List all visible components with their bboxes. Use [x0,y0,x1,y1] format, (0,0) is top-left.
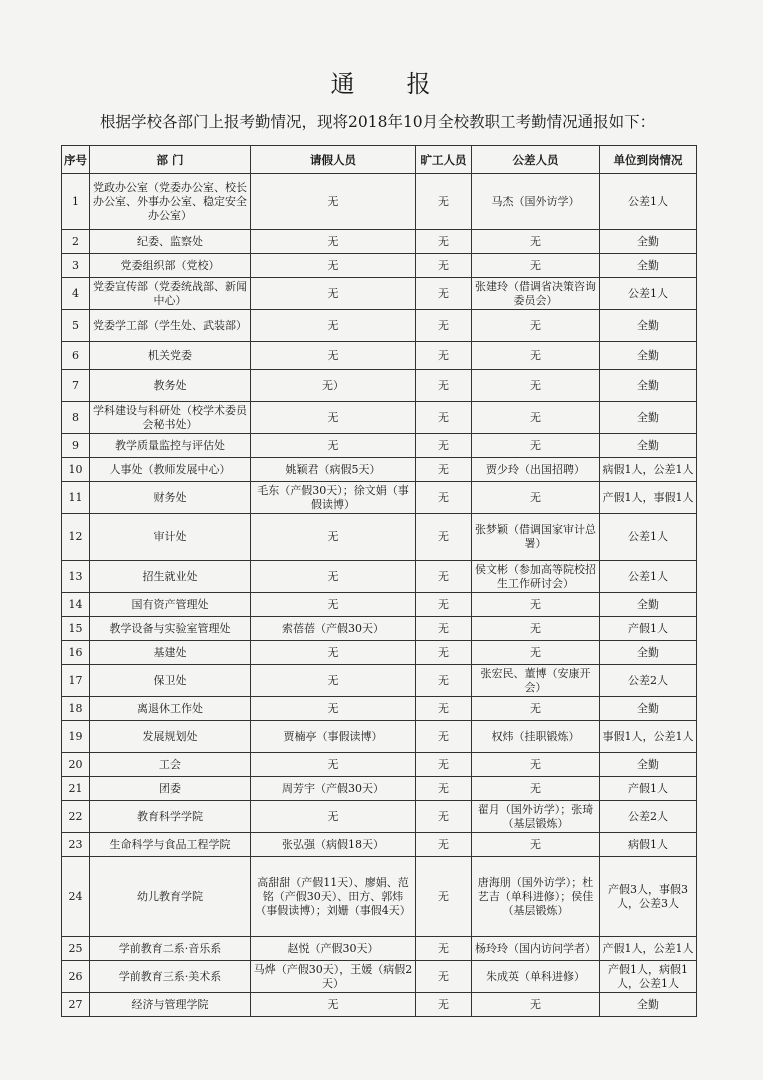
row-index: 27 [62,993,90,1017]
table-row [62,370,697,402]
row-department: 财务处 [90,482,251,514]
header-business-trip: 公差人员 [472,146,600,174]
row-index: 6 [62,342,90,370]
row-index: 13 [62,561,90,593]
row-department: 党委宣传部（党委统战部、新闻中心） [90,278,251,310]
row-status: 全勤 [600,993,697,1017]
row-department: 教学设备与实验室管理处 [90,617,251,641]
row-business-trip: 无 [472,230,600,254]
table-row [62,961,697,993]
row-index: 8 [62,402,90,434]
table-row [62,342,697,370]
row-status: 产假1人，事假1人 [600,482,697,514]
row-status: 事假1人，公差1人 [600,721,697,753]
row-status: 产假1人 [600,617,697,641]
row-index: 24 [62,857,90,937]
row-index: 1 [62,174,90,230]
row-leave: 高甜甜（产假11天）、廖娟、范铭（产假30天）、田方、郭炜（事假读博）；刘姗（事假4天） [251,857,416,937]
row-index: 23 [62,833,90,857]
row-status: 公差1人 [600,278,697,310]
row-leave: 无 [251,561,416,593]
row-department: 保卫处 [90,665,251,697]
row-department: 党委学工部（学生处、武装部） [90,310,251,342]
table-row [62,593,697,617]
row-business-trip: 无 [472,434,600,458]
row-absent: 无 [416,753,472,777]
row-department: 招生就业处 [90,561,251,593]
row-status: 产假3人，事假3人，公差3人 [600,857,697,937]
row-status: 公差2人 [600,801,697,833]
row-leave: 张弘强（病假18天） [251,833,416,857]
table-row [62,753,697,777]
header-status: 单位到岗情况 [600,146,697,174]
row-leave: 无 [251,993,416,1017]
row-absent: 无 [416,514,472,561]
row-business-trip: 唐海朋（国外访学）；杜艺吉（单科进修）；侯佳（基层锻炼） [472,857,600,937]
row-leave: 无 [251,801,416,833]
table-row [62,993,697,1017]
row-absent: 无 [416,342,472,370]
row-department: 机关党委 [90,342,251,370]
header-index: 序号 [62,146,90,174]
intro-text: 根据学校各部门上报考勤情况，现将2018年10月全校教职工考勤情况通报如下： [100,113,656,131]
table-row [62,777,697,801]
row-business-trip: 翟月（国外访学）；张琦（基层锻炼） [472,801,600,833]
row-status: 全勤 [600,230,697,254]
row-leave: 索蓓蓓（产假30天） [251,617,416,641]
row-department: 经济与管理学院 [90,993,251,1017]
row-business-trip: 无 [472,753,600,777]
row-leave: 无 [251,254,416,278]
row-absent: 无 [416,721,472,753]
row-leave: 无 [251,174,416,230]
attendance-table [61,145,697,1017]
row-department: 纪委、监察处 [90,230,251,254]
row-absent: 无 [416,434,472,458]
row-absent: 无 [416,697,472,721]
row-department: 工会 [90,753,251,777]
table-row [62,254,697,278]
table-row [62,641,697,665]
row-index: 19 [62,721,90,753]
row-index: 7 [62,370,90,402]
row-leave: 无 [251,310,416,342]
row-status: 产假1人，公差1人 [600,937,697,961]
row-status: 产假1人 [600,777,697,801]
row-absent: 无 [416,174,472,230]
row-status: 全勤 [600,254,697,278]
title-char-2: 报 [406,70,433,98]
row-leave: 周芳宇（产假30天） [251,777,416,801]
row-status: 公差1人 [600,174,697,230]
row-index: 10 [62,458,90,482]
row-leave: 无 [251,665,416,697]
row-leave: 无 [251,697,416,721]
row-index: 15 [62,617,90,641]
row-department: 教育科学学院 [90,801,251,833]
row-leave: 无 [251,753,416,777]
row-index: 14 [62,593,90,617]
row-leave: 无 [251,593,416,617]
row-leave: 无 [251,514,416,561]
table-header-row [62,146,697,174]
header-leave: 请假人员 [251,146,416,174]
table-row [62,665,697,697]
row-leave: 无） [251,370,416,402]
row-department: 幼儿教育学院 [90,857,251,937]
row-absent: 无 [416,370,472,402]
title-char-1: 通 [330,70,357,98]
row-absent: 无 [416,801,472,833]
row-status: 全勤 [600,434,697,458]
row-business-trip: 张建玲（借调省决策咨询委员会） [472,278,600,310]
row-leave: 无 [251,342,416,370]
row-business-trip: 无 [472,617,600,641]
row-business-trip: 无 [472,482,600,514]
table-row [62,458,697,482]
row-business-trip: 侯文彬（参加高等院校招生工作研讨会） [472,561,600,593]
table-row [62,310,697,342]
row-index: 26 [62,961,90,993]
row-absent: 无 [416,278,472,310]
row-index: 17 [62,665,90,697]
table-row [62,174,697,230]
row-department: 生命科学与食品工程学院 [90,833,251,857]
row-leave: 无 [251,641,416,665]
row-absent: 无 [416,458,472,482]
row-leave: 赵悦（产假30天） [251,937,416,961]
row-business-trip: 马杰（国外访学） [472,174,600,230]
row-status: 全勤 [600,370,697,402]
table-row [62,721,697,753]
row-department: 基建处 [90,641,251,665]
row-department: 党委组织部（党校） [90,254,251,278]
table-row [62,482,697,514]
row-absent: 无 [416,482,472,514]
row-department: 发展规划处 [90,721,251,753]
row-index: 21 [62,777,90,801]
row-index: 20 [62,753,90,777]
row-business-trip: 权炜（挂职锻炼） [472,721,600,753]
table-row [62,278,697,310]
row-absent: 无 [416,961,472,993]
row-leave: 无 [251,402,416,434]
row-business-trip: 无 [472,593,600,617]
row-business-trip: 无 [472,370,600,402]
row-business-trip: 无 [472,833,600,857]
row-department: 学科建设与科研处（校学术委员会秘书处） [90,402,251,434]
row-status: 全勤 [600,310,697,342]
row-status: 全勤 [600,697,697,721]
table-row [62,697,697,721]
row-absent: 无 [416,777,472,801]
row-index: 11 [62,482,90,514]
row-leave: 无 [251,434,416,458]
row-absent: 无 [416,593,472,617]
row-status: 产假1人，病假1人，公差1人 [600,961,697,993]
table-row [62,230,697,254]
row-status: 病假1人，公差1人 [600,458,697,482]
row-business-trip: 无 [472,641,600,665]
row-absent: 无 [416,310,472,342]
row-status: 全勤 [600,593,697,617]
row-department: 团委 [90,777,251,801]
row-leave: 无 [251,230,416,254]
row-absent: 无 [416,254,472,278]
row-absent: 无 [416,665,472,697]
table-row [62,801,697,833]
row-leave: 姚颖君（病假5天） [251,458,416,482]
table-row [62,561,697,593]
row-absent: 无 [416,617,472,641]
row-index: 5 [62,310,90,342]
row-leave: 马烨（产假30天），王媛（病假2天） [251,961,416,993]
table-row [62,514,697,561]
row-leave: 无 [251,278,416,310]
row-index: 12 [62,514,90,561]
row-department: 教学质量监控与评估处 [90,434,251,458]
row-department: 教务处 [90,370,251,402]
row-business-trip: 无 [472,310,600,342]
table-row [62,434,697,458]
table-row [62,857,697,937]
row-index: 18 [62,697,90,721]
row-index: 3 [62,254,90,278]
row-index: 25 [62,937,90,961]
row-absent: 无 [416,833,472,857]
row-index: 9 [62,434,90,458]
row-status: 公差1人 [600,514,697,561]
table-row [62,402,697,434]
row-status: 全勤 [600,753,697,777]
row-department: 人事处（教师发展中心） [90,458,251,482]
row-status: 病假1人 [600,833,697,857]
row-index: 16 [62,641,90,665]
row-business-trip: 无 [472,697,600,721]
row-business-trip: 无 [472,254,600,278]
page-title [0,64,763,99]
row-absent: 无 [416,857,472,937]
row-department: 学前教育三系·美术系 [90,961,251,993]
table-row [62,937,697,961]
row-absent: 无 [416,561,472,593]
row-status: 全勤 [600,342,697,370]
row-business-trip: 贾少玲（出国招聘） [472,458,600,482]
row-index: 22 [62,801,90,833]
row-absent: 无 [416,230,472,254]
row-business-trip: 无 [472,993,600,1017]
row-department: 党政办公室（党委办公室、校长办公室、外事办公室、稳定安全办公室） [90,174,251,230]
row-status: 全勤 [600,402,697,434]
row-business-trip: 无 [472,342,600,370]
table-row [62,833,697,857]
row-department: 国有资产管理处 [90,593,251,617]
row-index: 2 [62,230,90,254]
row-business-trip: 张宏民、董博（安康开会） [472,665,600,697]
row-department: 离退休工作处 [90,697,251,721]
row-absent: 无 [416,937,472,961]
row-department: 审计处 [90,514,251,561]
row-index: 4 [62,278,90,310]
row-business-trip: 朱成英（单科进修） [472,961,600,993]
row-business-trip: 无 [472,777,600,801]
row-absent: 无 [416,993,472,1017]
row-department: 学前教育二系·音乐系 [90,937,251,961]
row-leave: 毛东（产假30天）；徐文娟（事假读博） [251,482,416,514]
table-row [62,617,697,641]
row-status: 全勤 [600,641,697,665]
row-absent: 无 [416,402,472,434]
row-business-trip: 张梦颖（借调国家审计总署） [472,514,600,561]
row-absent: 无 [416,641,472,665]
row-status: 公差2人 [600,665,697,697]
header-department: 部 门 [90,146,251,174]
row-business-trip: 杨玲玲（国内访问学者） [472,937,600,961]
row-status: 公差1人 [600,561,697,593]
header-absent: 旷工人员 [416,146,472,174]
row-business-trip: 无 [472,402,600,434]
row-leave: 贾楠亭（事假读博） [251,721,416,753]
